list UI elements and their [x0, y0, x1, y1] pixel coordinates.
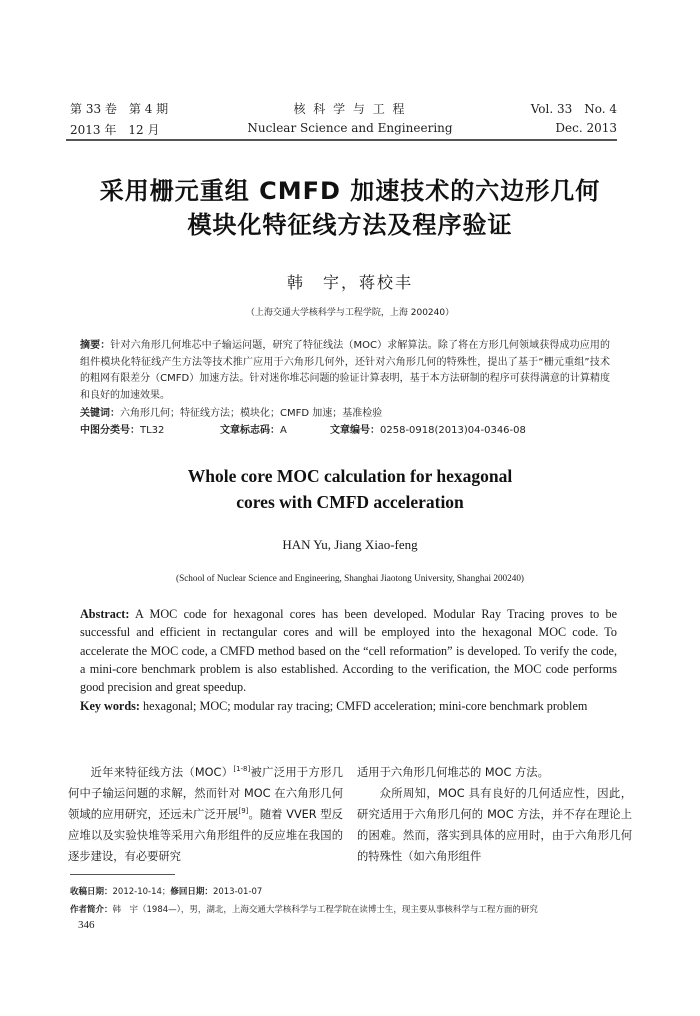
article-no-value: 0258-0918(2013)04-0346-08 — [380, 425, 526, 436]
citation-ref[interactable]: [1-8] — [233, 765, 251, 774]
doc-code-label: 文章标志码： — [220, 425, 280, 436]
header-volume-issue-cn: 第 33 卷 第 4 期 — [70, 102, 169, 116]
clc-label: 中图分类号： — [80, 425, 140, 436]
received-value: 2012-10-14； — [112, 887, 171, 897]
body-column-right — [357, 762, 632, 867]
received-label: 收稿日期： — [70, 887, 113, 897]
article-no-label: 文章编号： — [330, 425, 380, 436]
body-column-left — [68, 762, 343, 867]
body-text: 。随着 VVER 型反应堆以及实验快堆等采用六角形组件的反应堆在我国的逐步建设，有必要研究 — [68, 808, 343, 863]
revised-value: 2013-01-07 — [212, 887, 263, 897]
doc-code-value: A — [280, 425, 287, 436]
footnote-author — [70, 903, 538, 915]
citation-ref[interactable]: [9] — [238, 807, 249, 816]
body-paragraph — [68, 762, 343, 867]
clc-value: TL32 — [140, 425, 165, 436]
revised-label: 修回日期： — [170, 887, 213, 897]
title-cn-line2: 模块化特征线方法及程序验证 — [187, 211, 513, 239]
footnote-dates — [70, 885, 262, 897]
page-number: 346 — [78, 919, 95, 931]
abstract-en — [80, 605, 617, 696]
body-paragraph: 众所周知，MOC 具有良好的几何适应性，因此，研究适用于六角形几何的 MOC 方法，并不存在理论上的困难。然而，落实到具体的应用时，由于六角形几何的特殊性（如六角形组件 — [357, 787, 632, 863]
classification-doc-code — [220, 421, 287, 436]
body-text: 近年来特征线方法（MOC） — [90, 766, 234, 779]
keywords-en-text: hexagonal; MOC; modular ray tracing; CMFD acceleration; mini-core benchmark problem — [139, 699, 588, 713]
body-paragraph: 适用于六角形几何堆芯的 MOC 方法。 — [357, 766, 549, 779]
abstract-cn-label: 摘要： — [80, 340, 111, 351]
abstract-cn — [80, 338, 610, 404]
authors-en: HAN Yu, Jiang Xiao-feng — [282, 537, 418, 552]
author-bio-label: 作者简介： — [70, 905, 113, 915]
title-en-line1: Whole core MOC calculation for hexagonal — [187, 466, 513, 486]
header-journal-en: Nuclear Science and Engineering — [247, 121, 453, 135]
footnote-separator — [70, 874, 175, 875]
title-en-line2: cores with CMFD acceleration — [236, 492, 464, 512]
keywords-cn-label: 关键词： — [80, 408, 120, 419]
header-rule — [66, 139, 617, 141]
header-date-en: Dec. 2013 — [555, 121, 617, 135]
keywords-cn-text: 六角形几何；特征线方法；模块化；CMFD 加速；基准检验 — [120, 408, 383, 419]
header-volume-issue-en: Vol. 33 No. 4 — [530, 102, 617, 116]
keywords-en-label: Key words: — [80, 699, 140, 713]
classification-clc — [80, 421, 164, 436]
header-date-cn: 2013 年 12 月 — [70, 123, 160, 137]
abstract-cn-text: 针对六角形几何堆芯中子输运问题，研究了特征线法（MOC）求解算法。除了将在方形几何领域获得成功应用的组件模块化特征线产生方法等技术推广应用于六角形几何外，还针对六角形几何的特殊性，提出了基于“栅元重组”技术的粗网有限差分（CMFD）加速方法。针对迷你堆芯问题的验证计算表明，基于本方法研制的程序可获得满意的计算精度和良好的加速效果。 — [80, 340, 611, 401]
abstract-en-label: Abstract: — [80, 607, 130, 621]
affiliation-en: (School of Nuclear Science and Engineering, Shanghai Jiaotong University, Shanghai 200240) — [176, 573, 524, 583]
author-bio-value: 韩 宇（1984—），男，湖北，上海交通大学核科学与工程学院在读博士生，现主要从事核科学与工程方面的研究 — [112, 905, 538, 915]
body-text: 被广泛用于方形几何中子输运问题的求解，然而针对 MOC 在六角形几何领域的应用研究，还远未广泛开展 — [68, 766, 343, 821]
keywords-cn — [80, 404, 382, 419]
header-journal-cn: 核 科 学 与 工 程 — [293, 102, 407, 116]
keywords-en — [80, 697, 617, 715]
affiliation-cn: （上海交通大学核科学与工程学院，上海 200240） — [245, 308, 455, 318]
abstract-en-text: A MOC code for hexagonal cores has been developed. Modular Ray Tracing proves to be successful and efficient in rectangular cores and will be employed into the hexagonal MOC code. To accelerate the MOC code, a CMFD method based on the “cell reformation” is developed. To verify the code, a mini-core benchmark problem is also established. According to the verification, the MOC code performs good precision and great speedup. — [80, 607, 617, 695]
authors-cn: 韩 宇，蒋校丰 — [286, 273, 413, 292]
title-cn-line1: 采用栅元重组 CMFD 加速技术的六边形几何 — [99, 177, 601, 205]
classification-article-no — [330, 421, 526, 436]
